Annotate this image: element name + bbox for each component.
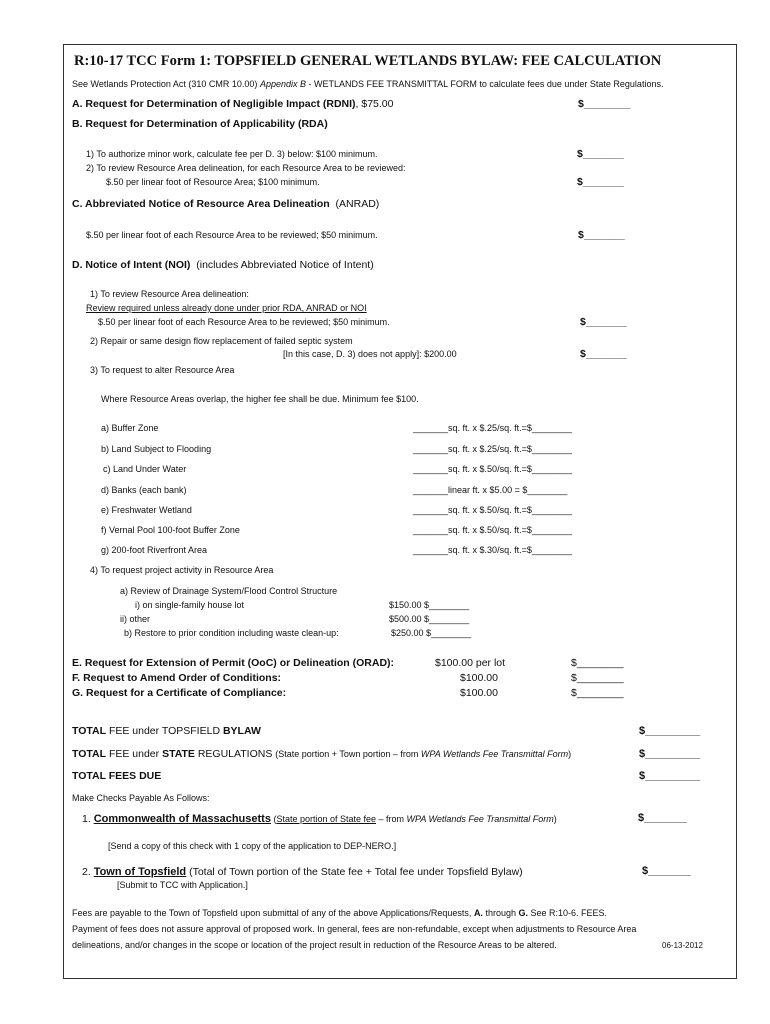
total-state-blank[interactable]: $_________ <box>639 748 701 760</box>
section-e: E. Request for Extension of Permit (OoC) or Delineation (ORAD): <box>72 657 395 669</box>
area-label: g) 200-foot Riverfront Area <box>101 545 208 555</box>
total-state: TOTAL FEE under STATE REGULATIONS (State portion + Town portion – from WPA Wetlands Fee Transmittal Form) <box>72 748 572 760</box>
area-calc[interactable]: _______sq. ft. x $.25/sq. ft.=$________ <box>413 423 572 433</box>
footer-line2: Payment of fees does not assure approval of proposed work. In general, fees are non-refundable, except when adjustments to Resource Area <box>72 924 637 934</box>
check-topsfield-blank[interactable]: $_______ <box>642 865 691 877</box>
section-d-line6: 3) To request to alter Resource Area <box>90 365 235 375</box>
area-label: f) Vernal Pool 100-foot Buffer Zone <box>101 525 240 535</box>
area-calc[interactable]: _______linear ft. x $5.00 = $________ <box>413 485 568 495</box>
activity-a-ii-fee[interactable]: $500.00 $________ <box>389 614 470 624</box>
section-d-blank1[interactable]: $_______ <box>580 316 627 328</box>
section-a: A. Request for Determination of Negligible Impact (RDNI), $75.00 <box>72 98 394 110</box>
check-commonwealth-note: [Send a copy of this check with 1 copy of the application to DEP-NERO.] <box>108 841 397 851</box>
section-b-line2: 2) To review Resource Area delineation, for each Resource Area to be reviewed: <box>86 163 406 173</box>
check-commonwealth: 1. Commonwealth of Massachusetts (State portion of State fee – from WPA Wetlands Fee Transmittal Form) <box>82 813 557 825</box>
section-e-blank[interactable]: $________ <box>571 657 624 669</box>
area-calc[interactable]: _______sq. ft. x $.50/sq. ft.=$________ <box>413 525 572 535</box>
section-d-line7: 4) To request project activity in Resource Area <box>90 565 274 575</box>
intro-text: See Wetlands Protection Act (310 CMR 10.00) Appendix B - WETLANDS FEE TRANSMITTAL FORM to calculate fees due under State Regulations. <box>72 79 664 89</box>
section-g-fee: $100.00 <box>460 687 498 699</box>
section-c-heading: C. Abbreviated Notice of Resource Area Delineation (ANRAD) <box>72 198 380 210</box>
section-f: F. Request to Amend Order of Conditions: <box>72 672 282 684</box>
total-bylaw: TOTAL FEE under TOPSFIELD BYLAW <box>72 725 261 737</box>
activity-a-ii: ii) other <box>120 614 151 624</box>
section-b-blank1[interactable]: $_______ <box>577 148 624 160</box>
section-d-heading: D. Notice of Intent (NOI) (includes Abbreviated Notice of Intent) <box>72 259 374 271</box>
overlap-note: Where Resource Areas overlap, the higher fee shall be due. Minimum fee $100. <box>101 394 419 404</box>
activity-a-i: i) on single-family house lot <box>135 600 245 610</box>
check-topsfield-note: [Submit to TCC with Application.] <box>117 880 248 890</box>
check-commonwealth-blank[interactable]: $_______ <box>638 812 687 824</box>
section-b-line3: $.50 per linear foot of Resource Area; $100 minimum. <box>106 177 320 187</box>
activity-b-fee[interactable]: $250.00 $________ <box>391 628 472 638</box>
section-f-fee: $100.00 <box>460 672 498 684</box>
section-a-blank[interactable]: $________ <box>578 98 631 110</box>
area-calc[interactable]: _______sq. ft. x $.25/sq. ft.=$________ <box>413 444 572 454</box>
section-d-line1: 1) To review Resource Area delineation: <box>90 289 249 299</box>
section-b-heading: B. Request for Determination of Applicability (RDA) <box>72 118 328 130</box>
section-d-line4: 2) Repair or same design flow replacement of failed septic system <box>90 336 353 346</box>
section-b-blank2[interactable]: $_______ <box>577 176 624 188</box>
section-g-blank[interactable]: $________ <box>571 687 624 699</box>
area-calc[interactable]: _______sq. ft. x $.50/sq. ft.=$________ <box>413 464 572 474</box>
section-c-line1: $.50 per linear foot of each Resource Area to be reviewed; $50 minimum. <box>86 230 378 240</box>
area-label: e) Freshwater Wetland <box>101 505 192 515</box>
area-label: c) Land Under Water <box>103 464 187 474</box>
section-b-line1: 1) To authorize minor work, calculate fee per D. 3) below: $100 minimum. <box>86 149 378 159</box>
section-d-line2: Review required unless already done under prior RDA, ANRAD or NOI <box>86 303 367 313</box>
activity-a: a) Review of Drainage System/Flood Control Structure <box>120 586 338 596</box>
section-c-blank[interactable]: $_______ <box>578 229 625 241</box>
area-label: a) Buffer Zone <box>101 423 159 433</box>
section-d-blank2[interactable]: $_______ <box>580 348 627 360</box>
section-d-line5: [In this case, D. 3) does not apply]: $200.00 <box>283 349 457 359</box>
form-title: R:10-17 TCC Form 1: TOPSFIELD GENERAL WETLANDS BYLAW: FEE CALCULATION <box>74 53 662 69</box>
section-f-blank[interactable]: $________ <box>571 672 624 684</box>
area-label: d) Banks (each bank) <box>101 485 187 495</box>
area-calc[interactable]: _______sq. ft. x $.30/sq. ft.=$________ <box>413 545 572 555</box>
total-fees-due-blank[interactable]: $_________ <box>639 770 701 782</box>
section-e-fee: $100.00 per lot <box>435 657 506 669</box>
section-d-line3: $.50 per linear foot of each Resource Area to be reviewed; $50 minimum. <box>98 317 390 327</box>
footer-line1: Fees are payable to the Town of Topsfield upon submittal of any of the above Applications/Requests, A. through G. See R:10-6. FEES. <box>72 908 608 918</box>
area-calc[interactable]: _______sq. ft. x $.50/sq. ft.=$________ <box>413 505 572 515</box>
activity-b: b) Restore to prior condition including waste clean-up: <box>124 628 339 638</box>
checks-intro: Make Checks Payable As Follows: <box>72 793 210 803</box>
activity-a-i-fee[interactable]: $150.00 $________ <box>389 600 470 610</box>
footer-line3: delineations, and/or changes in the scope or location of the project result in reduction of the Resource Areas to be altered. <box>72 940 557 950</box>
total-bylaw-blank[interactable]: $_________ <box>639 725 701 737</box>
section-g: G. Request for a Certificate of Compliance: <box>72 687 287 699</box>
total-fees-due: TOTAL FEES DUE <box>72 770 162 782</box>
check-topsfield: 2. Town of Topsfield (Total of Town portion of the State fee + Total fee under Topsfield Bylaw) <box>82 866 523 878</box>
form-date: 06-13-2012 <box>662 941 703 950</box>
area-label: b) Land Subject to Flooding <box>101 444 212 454</box>
